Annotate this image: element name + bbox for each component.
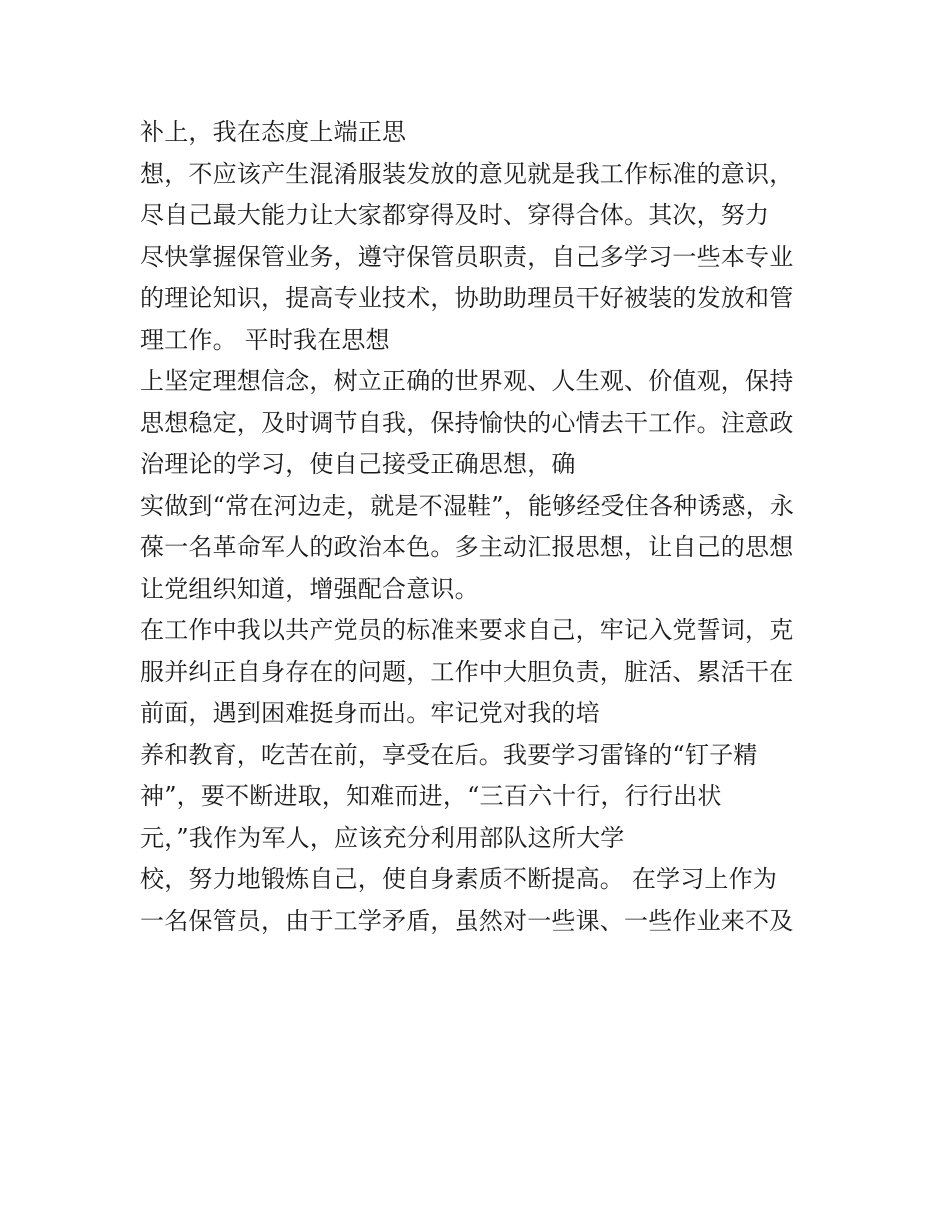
text-line: 元，”我作为军人，应该充分利用部队这所大学 [140, 823, 625, 852]
text-line: 葆一名革命军人的政治本色。多主动汇报思想，让自己的思想 [140, 533, 794, 561]
text-line: 思想稳定，及时调节自我，保持愉快的心情去干工作。注意政 [140, 408, 794, 437]
text-line: 补上，我在态度上端正思 [140, 118, 407, 146]
text-line: 实做到“常在河边走，就是不湿鞋”，能够经受住各种诱惑，永 [140, 491, 795, 520]
body-text [140, 112, 830, 942]
text-line: 让党组织知道，增强配合意识。 [140, 574, 479, 603]
text-line: 服并纠正自身存在的问题，工作中大胆负责，脏活、累活干在 [140, 657, 794, 686]
text-line: 神”，要不断进取，知难而进，“三百六十行，行行出状 [140, 782, 722, 810]
text-line: 想，不应该产生混淆服装发放的意见就是我工作标准的意识， [140, 159, 794, 188]
text-line: 校，努力地锻炼自己，使自身素质不断提高。 在学习上作为 [140, 865, 778, 893]
text-line: 养和教育，吃苦在前，享受在后。我要学习雷锋的“钉子精 [140, 740, 758, 769]
text-line: 尽自己最大能力让大家都穿得及时、穿得合体。其次，努力 [140, 201, 770, 229]
text-line: 尽快掌握保管业务，遵守保管员职责，自己多学习一些本专业 [140, 242, 794, 271]
text-line: 前面，遇到困难挺身而出。牢记党对我的培 [140, 699, 600, 727]
text-line: 上坚定理想信念，树立正确的世界观、人生观、价值观，保持 [140, 367, 794, 395]
text-line: 的理论知识，提高专业技术，协助助理员干好被装的发放和管 [140, 284, 794, 312]
text-line: 在工作中我以共产党员的标准来要求自己，牢记入党誓词，克 [140, 616, 794, 644]
text-line: 治理论的学习，使自己接受正确思想，确 [140, 450, 576, 478]
text-line: 理工作。 平时我在思想 [140, 325, 390, 354]
text-line: 一名保管员，由于工学矛盾，虽然对一些课、一些作业来不及 [140, 906, 794, 935]
